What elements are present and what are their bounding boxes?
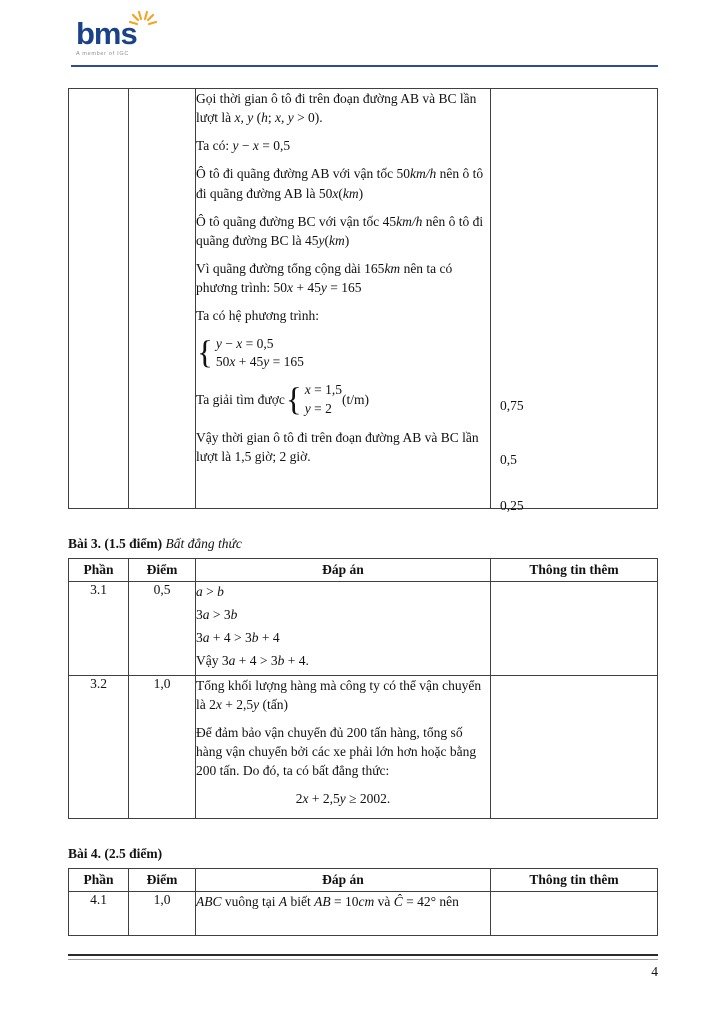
logo [76,18,137,57]
diem-cell: 1,0 [129,675,196,818]
answer-paragraph: Vì quãng đường tổng cộng dài 165km nên ta có phương trình: 50x + 45y = 165 [196,261,453,296]
logo-text: bms [76,16,137,51]
sunburst-icon [128,11,158,27]
column-header-dapan: Đáp án [196,868,491,891]
solution-line [196,381,490,419]
answer-cell [196,582,491,676]
logo-tagline: A member of IGC [76,51,129,57]
phan-cell: 4.1 [69,891,129,935]
table-row [69,891,658,935]
score-value: 0,25 [500,498,524,513]
answer-cell [196,891,491,935]
answer-table-continued [68,88,658,513]
answer-cell [196,675,491,818]
answer-paragraph: Ô tô quãng đường BC với vận tốc 45km/h nên ô tô đi quãng đường BC là 45y(km) [196,213,484,248]
column-header-dapan: Đáp án [196,559,491,582]
phan-cell: 3.2 [69,675,129,818]
equation-system [196,335,490,373]
section-title-italic: Bất đẳng thức [165,536,242,551]
column-header-diem: Điểm [129,868,196,891]
answer-paragraph: Ta có: y − x = 0,5 [196,138,291,154]
info-cell-empty [491,675,658,818]
answer-paragraph: ABC vuông tại A biết AB = 10cm và Ĉ = 42° nên [196,893,459,909]
answer-line: 3a + 4 > 3b + 4 [196,630,280,646]
score-cell [491,89,658,513]
left-brace: { [197,334,213,371]
solution-prefix: Ta giải tìm được [196,392,285,408]
phan-cell: 3.1 [69,582,129,676]
inequality-line: 2x + 2,5y ≥ 2002. [295,791,391,807]
bai3-table [68,558,658,819]
table-row [69,582,658,676]
table-header-row [69,559,658,582]
page-number: 4 [651,964,658,979]
column-header-diem: Điểm [129,559,196,582]
header-rule [71,65,658,67]
table-row [69,675,658,818]
answer-cell [196,89,491,509]
footer-rule-thin [68,959,658,960]
answer-paragraph: Gọi thời gian ô tô đi trên đoạn đường AB và BC lần lượt là x, y (h; x, y > 0). [196,91,477,126]
answer-line: 3a > 3b [196,607,238,623]
answer-paragraph: Ta có hệ phương trình: [196,308,319,324]
section-heading-bai4 [68,846,657,862]
solution-suffix: (t/m) [341,392,369,408]
section-heading-bai3 [68,536,657,552]
score-value: 0,5 [500,452,517,467]
footer-rule [68,954,658,956]
system-lines [216,335,304,373]
answer-line: a > b [196,584,224,599]
bai4-table [68,868,658,936]
logo-row [76,18,137,49]
answer-paragraph: Ô tô đi quãng đường AB với vận tốc 50km/h nên ô tô đi quãng đường AB là 50x(km) [196,166,484,201]
equation-line: x = 1,5 [304,382,342,398]
section-title-bold: Bài 4. (2.5 điểm) [68,845,163,861]
column-header-phan: Phần [69,559,129,582]
info-cell-empty [491,891,658,935]
equation-line: y − x = 0,5 [215,335,274,351]
system-lines [305,381,342,419]
equation-line: 50x + 45y = 165 [215,354,304,370]
section-title-bold: Bài 3. (1.5 điểm) [68,536,163,551]
left-brace: { [285,381,302,418]
column-header-thongtin: Thông tin thêm [491,559,658,582]
answer-paragraph: Tổng khối lượng hàng mà công ty có thể vận chuyển là 2x + 2,5y (tấn) [196,677,482,712]
diem-cell-empty [129,89,196,509]
column-header-thongtin: Thông tin thêm [491,868,658,891]
table-header-row [69,868,658,891]
answer-line: Vậy 3a + 4 > 3b + 4. [196,653,309,669]
answer-paragraph: Vậy thời gian ô tô đi trên đoạn đường AB và BC lần lượt là 1,5 giờ; 2 giờ. [196,430,479,465]
score-value: 0,75 [500,398,524,413]
diem-cell: 0,5 [129,582,196,676]
content [68,88,657,936]
phan-cell-empty [69,89,129,509]
column-header-phan: Phần [69,868,129,891]
diem-cell: 1,0 [129,891,196,935]
answer-paragraph: Để đảm bảo vận chuyển đủ 200 tấn hàng, tổng số hàng vận chuyển bởi các xe phải lớn hơn hoặc bằng 200 tấn. Do đó, ta có bất đẳng thức: [196,724,477,779]
equation-line: y = 2 [304,401,332,417]
table-row [69,89,658,509]
info-cell-empty [491,582,658,676]
